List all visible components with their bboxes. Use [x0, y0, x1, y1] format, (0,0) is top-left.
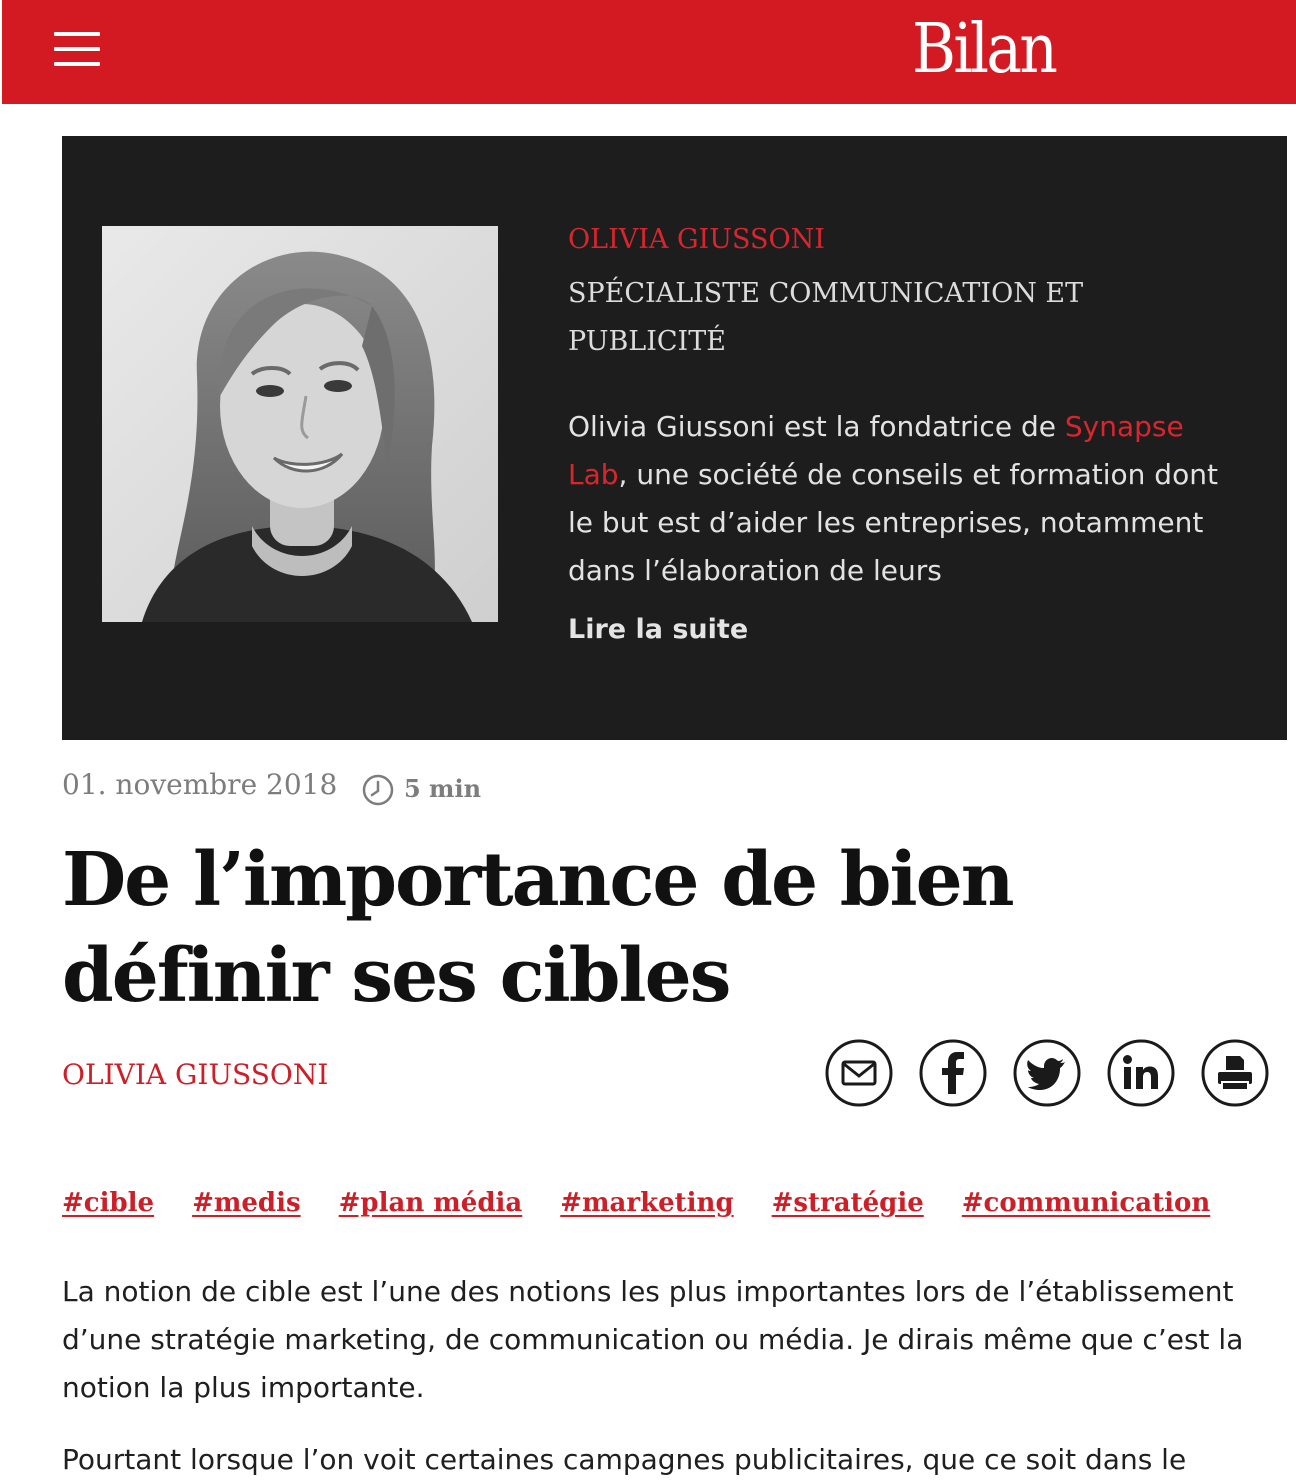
publish-date: 01. novembre 2018 — [62, 768, 338, 801]
hamburger-menu-icon[interactable] — [54, 32, 102, 68]
twitter-icon[interactable] — [1012, 1038, 1082, 1108]
email-icon[interactable] — [824, 1038, 894, 1108]
tag-marketing[interactable]: #marketing — [560, 1188, 734, 1218]
bio-text-end: , une société de conseils et formation dont le but est d’aider les entreprises, notamment dans l’élaboration de leurs — [568, 458, 1218, 587]
top-bar — [2, 0, 1296, 104]
synapse-lab-link[interactable]: Synapse Lab — [568, 410, 1184, 491]
tag-communication[interactable]: #communication — [961, 1188, 1211, 1218]
read-more-link[interactable]: Lire la suite — [568, 614, 749, 645]
tag-strategie[interactable]: #stratégie — [771, 1188, 924, 1218]
facebook-icon[interactable] — [918, 1038, 988, 1108]
site-logo[interactable]: Bilan — [912, 10, 1056, 89]
tag-plan-media[interactable]: #plan média — [338, 1188, 523, 1218]
author-box-name[interactable]: OLIVIA GIUSSONI — [568, 224, 825, 255]
bio-text-start: Olivia Giussoni est la fondatrice de — [568, 410, 1065, 443]
article-paragraph-1: La notion de cible est l’une des notions les plus importantes lors de l’établissement d’une stratégie marketing, de communication ou média. Je dirais même que c’est la notion la plus importante. — [62, 1275, 1244, 1404]
linkedin-icon[interactable] — [1106, 1038, 1176, 1108]
article-title: De l’importance de bien définir ses cibles — [62, 837, 1013, 1019]
tag-list — [62, 1188, 1210, 1218]
author-photo-illustration — [102, 226, 498, 622]
article-paragraph-2: Pourtant lorsque l’on voit certaines campagnes publicitaires, que ce soit dans le — [62, 1443, 1187, 1476]
author-box-role: SPÉCIALISTE COMMUNICATION ET PUBLICITÉ — [568, 278, 1084, 357]
read-time: 5 min — [404, 774, 482, 803]
tag-medis[interactable]: #medis — [192, 1188, 301, 1218]
article-author[interactable]: OLIVIA GIUSSONI — [62, 1058, 329, 1091]
tag-cible[interactable]: #cible — [62, 1188, 155, 1218]
author-portrait — [102, 226, 498, 622]
clock-icon — [362, 774, 394, 806]
author-box — [62, 136, 1287, 740]
print-icon[interactable] — [1200, 1038, 1270, 1108]
author-box-bio — [568, 403, 1248, 595]
